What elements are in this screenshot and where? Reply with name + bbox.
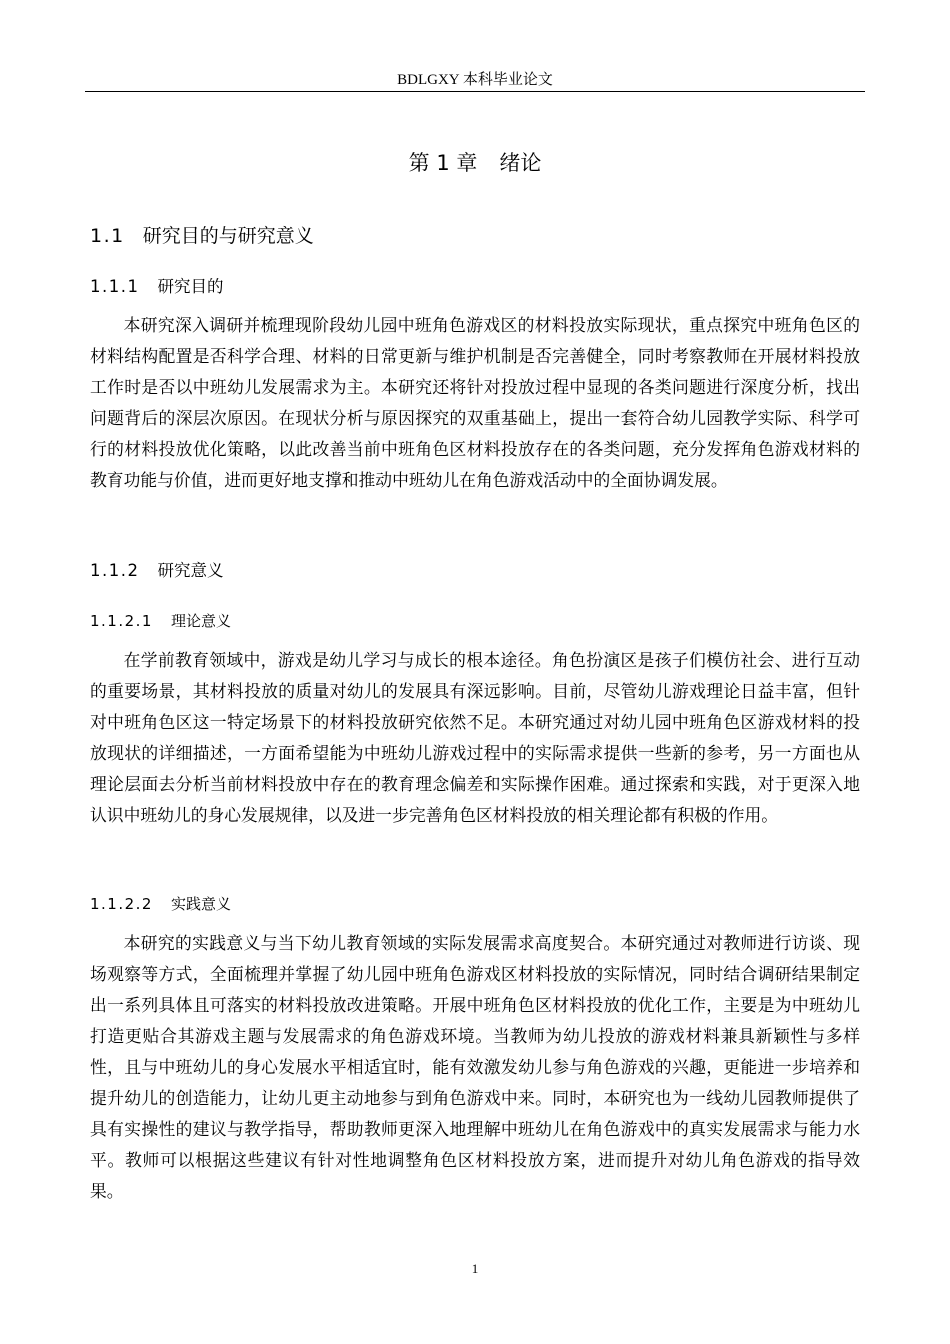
chapter-heading xyxy=(0,147,950,177)
section-title: 研究目的与研究意义 xyxy=(142,225,314,247)
section-number: 1.1 xyxy=(90,225,125,247)
section-heading-1-1-2-2 xyxy=(90,893,231,914)
chapter-number: 第 1 章 xyxy=(408,151,478,175)
paragraph-research-purpose: 本研究深入调研并梳理现阶段幼儿园中班角色游戏区的材料投放实际现状，重点探究中班角色区的材料结构配置是否科学合理、材料的日常更新与维护机制是否完善健全，同时考察教师在开展材料投放工作时是否以中班幼儿发展需求为主。本研究还将针对投放过程中显现的各类问题进行深度分析，找出问题背后的深层次原因。在现状分析与原因探究的双重基础上，提出一套符合幼儿园教学实际、科学可行的材料投放优化策略，以此改善当前中班角色区材料投放存在的各类问题，充分发挥角色游戏材料的教育功能与价值，进而更好地支撑和推动中班幼儿在角色游戏活动中的全面协调发展。 xyxy=(90,315,860,490)
section-heading-1-1-1 xyxy=(90,273,223,297)
section-number: 1.1.1 xyxy=(90,277,140,296)
page-number: 1 xyxy=(471,1261,479,1276)
section-title: 实践意义 xyxy=(170,895,231,913)
paragraph-practical-significance: 本研究的实践意义与当下幼儿教育领域的实际发展需求高度契合。本研究通过对教师进行访谈、现场观察等方式，全面梳理并掌握了幼儿园中班角色游戏区材料投放的实际情况，同时结合调研结果制定出一系列具体且可落实的材料投放改进策略。开展中班角色区材料投放的优化工作，主要是为中班幼儿打造更贴合其游戏主题与发展需求的角色游戏环境。当教师为幼儿投放的游戏材料兼具新颖性与多样性，且与中班幼儿的身心发展水平相适宜时，能有效激发幼儿参与角色游戏的兴趣，更能进一步培养和提升幼儿的创造能力，让幼儿更主动地参与到角色游戏中来。同时，本研究也为一线幼儿园教师提供了具有实操性的建议与教学指导，帮助教师更深入地理解中班幼儿在角色游戏中的真实发展需求与能力水平。教师可以根据这些建议有针对性地调整角色区材料投放方案，进而提升对幼儿角色游戏的指导效果。 xyxy=(90,933,860,1201)
section-heading-1-1-2 xyxy=(90,557,223,581)
section-title: 研究意义 xyxy=(157,561,224,580)
section-number: 1.1.2.2 xyxy=(90,895,153,913)
section-heading-1-1 xyxy=(90,221,314,248)
header-rule xyxy=(85,91,865,92)
section-heading-1-1-2-1 xyxy=(90,610,231,631)
section-title: 研究目的 xyxy=(157,277,224,296)
paragraph-theoretical-significance: 在学前教育领域中，游戏是幼儿学习与成长的根本途径。角色扮演区是孩子们模仿社会、进行互动的重要场景，其材料投放的质量对幼儿的发展具有深远影响。目前，尽管幼儿游戏理论日益丰富，但针对中班角色区这一特定场景下的材料投放研究依然不足。本研究通过对幼儿园中班角色区游戏材料的投放现状的详细描述，一方面希望能为中班幼儿游戏过程中的实际需求提供一些新的参考，另一方面也从理论层面去分析当前材料投放中存在的教育理念偏差和实际操作困难。通过探索和实践，对于更深入地认识中班幼儿的身心发展规律，以及进一步完善角色区材料投放的相关理论都有积极的作用。 xyxy=(90,650,860,825)
running-header: BDLGXY 本科毕业论文 xyxy=(397,72,553,88)
section-number: 1.1.2.1 xyxy=(90,612,153,630)
section-title: 理论意义 xyxy=(170,612,231,630)
chapter-title: 绪论 xyxy=(499,151,542,175)
section-number: 1.1.2 xyxy=(90,561,140,580)
